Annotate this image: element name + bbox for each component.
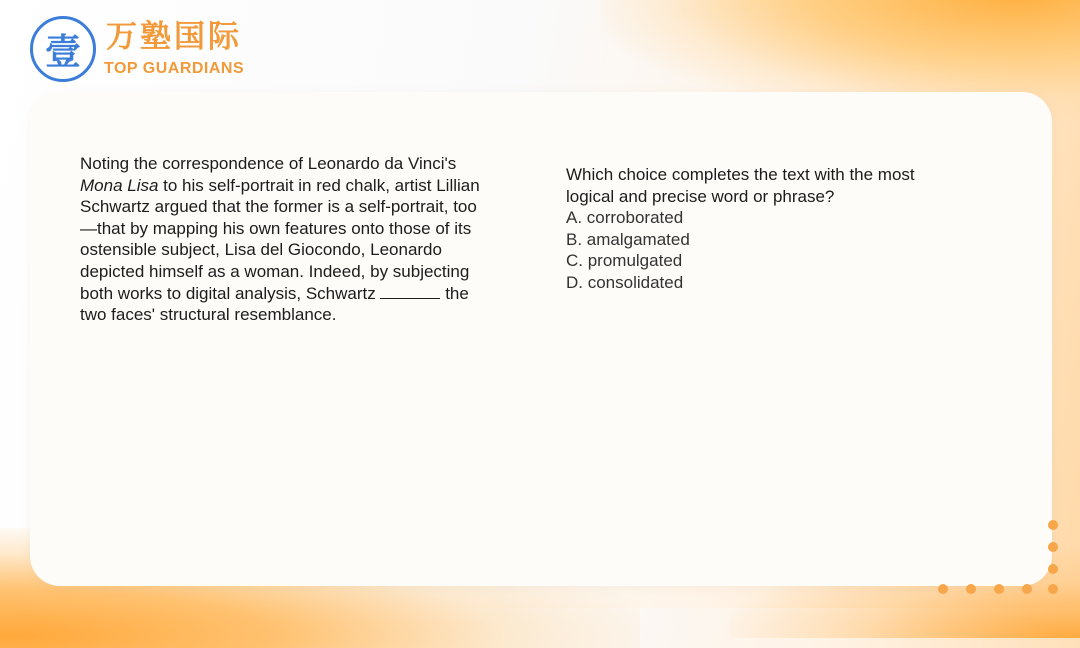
choice-d[interactable]: D. consolidated xyxy=(566,272,684,292)
passage-text-1: Noting the correspondence of Leonardo da Vinci's xyxy=(80,154,457,173)
decor-dot xyxy=(994,584,1004,594)
brand-name-chinese: 万塾国际 xyxy=(106,19,242,55)
passage-text-3: the two faces' structural resemblance. xyxy=(80,283,469,325)
brand-logo xyxy=(30,16,244,82)
passage-text-2: to his self-portrait in red chalk, artist Lillian Schwartz argued that the former is a self-portrait, too—that by mapping his own features onto those of its ostensible subject, Lisa del Giocondo, Leonardo depicted himself as a woman. Indeed, by subjecting both works to digital analysis, Schwartz xyxy=(80,175,480,303)
decor-dot xyxy=(1048,564,1058,574)
decor-dot xyxy=(1048,584,1058,594)
decor-dot xyxy=(1022,584,1032,594)
logo-text xyxy=(102,20,244,78)
reading-passage xyxy=(80,153,480,326)
brand-name-english: TOP GUARDIANS xyxy=(104,60,245,77)
decor-dot xyxy=(966,584,976,594)
decorative-dots xyxy=(938,520,1058,600)
decor-dot xyxy=(1048,542,1058,552)
question-block xyxy=(566,164,966,294)
logo-badge-icon: 壹 xyxy=(30,16,96,82)
choice-c[interactable]: C. promulgated xyxy=(566,251,683,271)
decor-dot xyxy=(1048,520,1058,530)
choice-a[interactable]: A. corroborated xyxy=(566,208,684,228)
passage-artwork-title: Mona Lisa xyxy=(80,175,159,195)
answer-blank xyxy=(380,284,440,299)
question-prompt: Which choice completes the text with the most logical and precise word or phrase? xyxy=(566,165,915,206)
choice-b[interactable]: B. amalgamated xyxy=(566,229,690,249)
decor-dot xyxy=(938,584,948,594)
